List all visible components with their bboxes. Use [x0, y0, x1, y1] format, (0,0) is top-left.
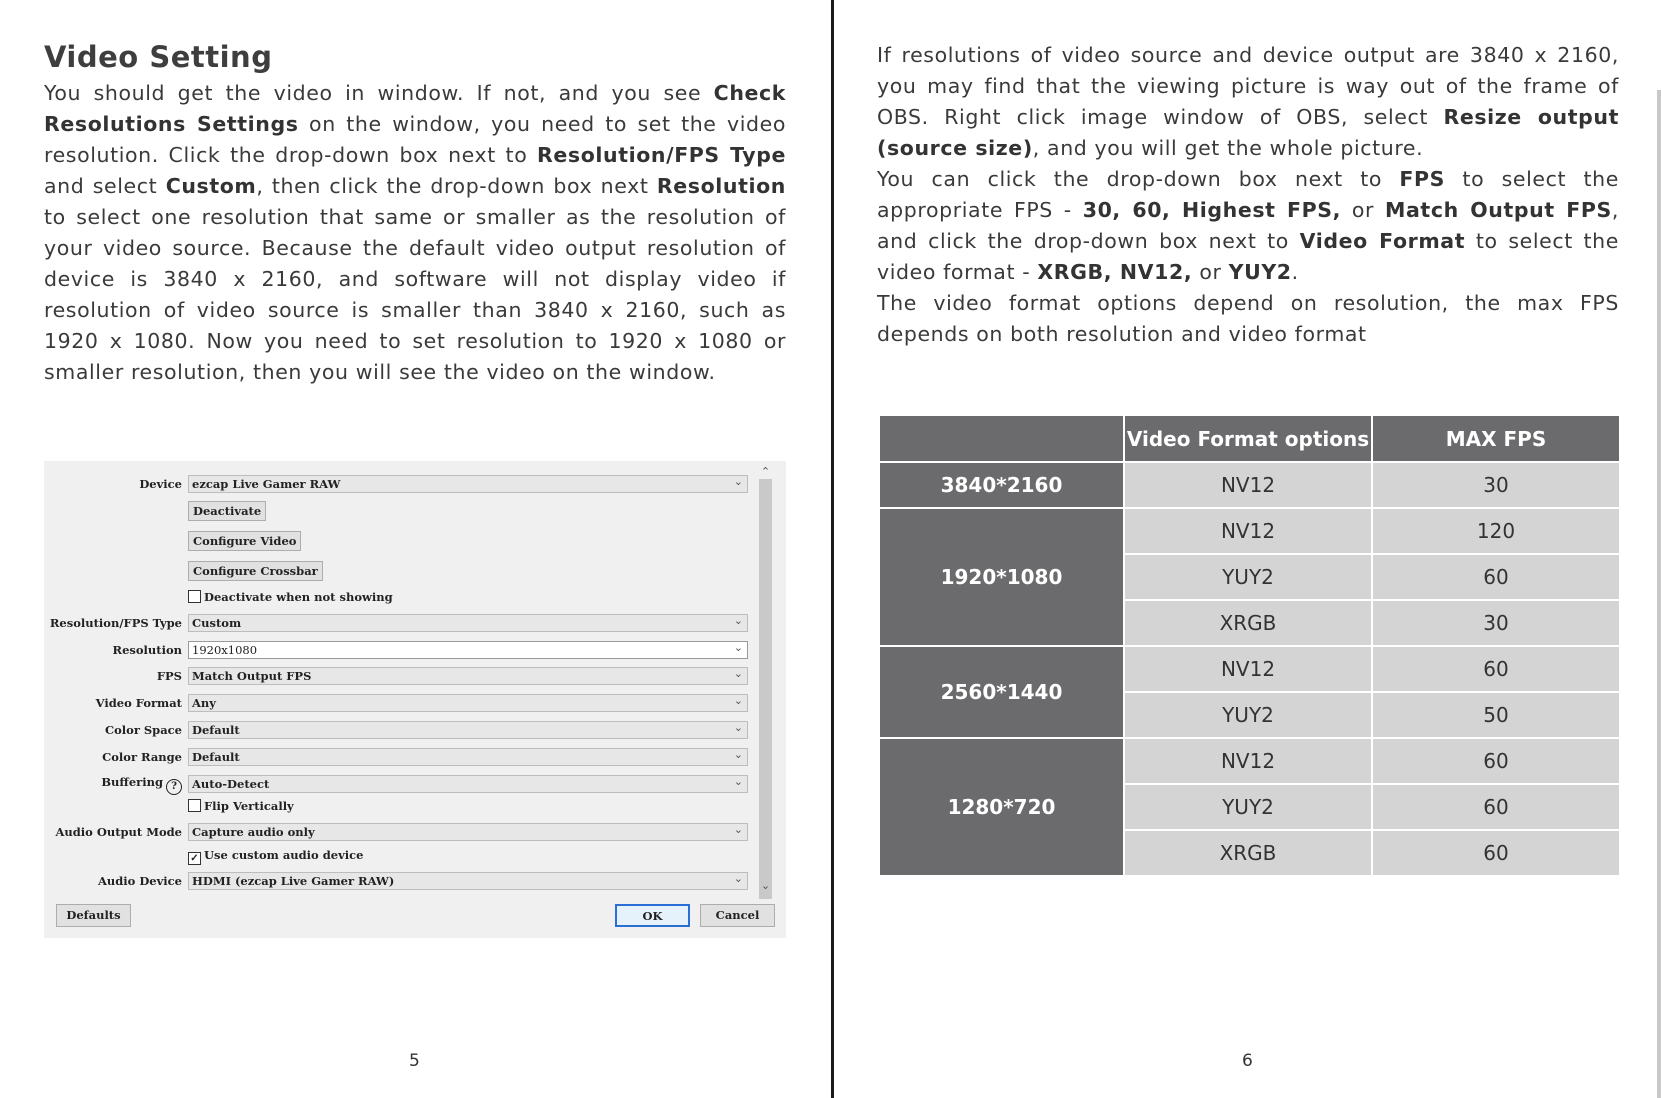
device-label: Device — [139, 477, 182, 491]
text-run: , and click the drop-down box next to — [877, 198, 1619, 253]
chevron-down-icon: ⌄ — [733, 641, 743, 654]
bold-text-run: XRGB, NV12, — [1037, 260, 1193, 284]
bold-text-run: Video Format — [1299, 229, 1466, 253]
max-fps-cell: 60 — [1372, 738, 1620, 784]
audio-device-value: HDMI (ezcap Live Gamer RAW) — [192, 874, 395, 888]
color-space-label: Color Space — [104, 723, 182, 737]
audio-device-select[interactable] — [188, 872, 748, 890]
text-run: and select — [44, 174, 166, 198]
color-range-label: Color Range — [102, 750, 182, 764]
chevron-down-icon: ⌄ — [733, 614, 743, 627]
configure-crossbar-button[interactable]: Configure Crossbar — [188, 561, 323, 581]
cancel-button[interactable]: Cancel — [700, 904, 775, 927]
buffering-select[interactable] — [188, 775, 748, 793]
max-fps-cell: 50 — [1372, 692, 1620, 738]
color-range-select[interactable] — [188, 748, 748, 766]
table-header-row — [879, 415, 1620, 462]
text-run: or — [1341, 198, 1385, 222]
use-custom-audio-device-checkbox[interactable] — [188, 848, 363, 865]
format-cell: YUY2 — [1124, 784, 1372, 830]
format-cell: YUY2 — [1124, 692, 1372, 738]
help-icon[interactable]: ? — [166, 779, 182, 795]
page-edge-shadow — [1657, 90, 1661, 1098]
text-run: or — [1192, 260, 1229, 284]
color-space-select[interactable] — [188, 721, 748, 739]
chevron-down-icon: ⌄ — [733, 694, 743, 707]
format-cell: NV12 — [1124, 508, 1372, 554]
use-custom-audio-device-label: Use custom audio device — [204, 848, 364, 862]
chevron-down-icon: ⌄ — [733, 475, 743, 488]
max-fps-cell: 30 — [1372, 462, 1620, 508]
video-capture-properties-dialog — [44, 461, 786, 938]
color-range-value: Default — [192, 750, 240, 764]
bold-text-run: Match Output FPS — [1384, 198, 1612, 222]
table-row — [879, 646, 1620, 692]
chevron-down-icon: ⌄ — [733, 872, 743, 885]
video-format-label: Video Format — [95, 696, 182, 710]
text-run: If resolutions of video source and device output are 3840 x 2160, you may find that the viewing picture is way out of the frame of OBS. Right click image window of OBS, select — [877, 43, 1619, 129]
audio-output-mode-value: Capture audio only — [192, 825, 315, 839]
max-fps-cell: 60 — [1372, 646, 1620, 692]
table-body — [879, 462, 1620, 876]
max-fps-cell: 60 — [1372, 830, 1620, 876]
configure-video-button[interactable]: Configure Video — [188, 531, 301, 551]
scroll-down-icon[interactable]: ⌄ — [760, 879, 771, 892]
device-select[interactable] — [188, 475, 748, 493]
buffering-label — [101, 775, 182, 795]
flip-vertically-checkbox[interactable] — [188, 799, 294, 813]
buffering-label-text: Buffering — [101, 775, 163, 789]
scrollbar[interactable] — [759, 479, 772, 899]
page-number-left: 5 — [409, 1051, 420, 1071]
fps-select[interactable] — [188, 667, 748, 685]
deactivate-button[interactable]: Deactivate — [188, 501, 266, 521]
audio-output-mode-label: Audio Output Mode — [55, 825, 182, 839]
resolution-fps-type-value: Custom — [192, 616, 242, 630]
max-fps-cell: 60 — [1372, 554, 1620, 600]
video-format-select[interactable] — [188, 694, 748, 712]
format-cell: NV12 — [1124, 646, 1372, 692]
chevron-down-icon: ⌄ — [733, 748, 743, 761]
format-cell: NV12 — [1124, 738, 1372, 784]
table-row — [879, 738, 1620, 784]
chevron-down-icon: ⌄ — [733, 667, 743, 680]
audio-device-label: Audio Device — [97, 874, 182, 888]
bold-text-run: YUY2 — [1228, 260, 1292, 284]
resolution-cell: 3840*2160 — [879, 462, 1124, 508]
bold-text-run: Resolution/FPS Type — [537, 143, 786, 167]
deactivate-when-not-showing-checkbox[interactable] — [188, 590, 393, 604]
text-run: , and you will get the whole picture. — [1032, 136, 1424, 160]
format-fps-table — [878, 414, 1621, 877]
bold-text-run: Resolution — [656, 174, 786, 198]
chevron-down-icon: ⌄ — [733, 775, 743, 788]
fps-label: FPS — [156, 669, 182, 683]
format-cell: NV12 — [1124, 462, 1372, 508]
chevron-down-icon: ⌄ — [733, 721, 743, 734]
left-paragraph — [44, 78, 786, 388]
scroll-up-icon[interactable]: ⌃ — [760, 465, 771, 478]
section-title: Video Setting — [44, 40, 273, 74]
text-run: on the window, you need to set the video resolution. Click the drop-down box next to — [44, 112, 786, 167]
resolution-select[interactable] — [188, 641, 748, 659]
ok-button[interactable]: OK — [615, 904, 690, 927]
table-row — [879, 462, 1620, 508]
audio-output-mode-select[interactable] — [188, 823, 748, 841]
text-run: You should get the video in window. If not, and you see — [44, 81, 714, 105]
resolution-fps-type-label: Resolution/FPS Type — [49, 616, 182, 630]
text-run: . — [1291, 260, 1299, 284]
buffering-value: Auto-Detect — [192, 777, 270, 791]
deactivate-when-not-showing-label: Deactivate when not showing — [204, 590, 393, 604]
format-cell: XRGB — [1124, 600, 1372, 646]
bold-text-run: Check Resolutions Settings — [44, 81, 786, 136]
bold-text-run: Resize output (source size) — [877, 105, 1619, 160]
text-run: You can click the drop-down box next to — [877, 167, 1400, 191]
page-number-right: 6 — [1242, 1051, 1253, 1071]
resolution-label: Resolution — [112, 643, 182, 657]
checkbox-unchecked-icon — [188, 799, 201, 812]
chevron-down-icon: ⌄ — [733, 823, 743, 836]
fps-value: Match Output FPS — [192, 669, 312, 683]
bold-text-run: Custom — [165, 174, 257, 198]
table-header-cell: MAX FPS — [1372, 415, 1620, 462]
max-fps-cell: 30 — [1372, 600, 1620, 646]
resolution-cell: 2560*1440 — [879, 646, 1124, 738]
checkbox-unchecked-icon — [188, 590, 201, 603]
bold-text-run: FPS — [1399, 167, 1446, 191]
max-fps-cell: 120 — [1372, 508, 1620, 554]
flip-vertically-label: Flip Vertically — [204, 799, 294, 813]
format-cell: YUY2 — [1124, 554, 1372, 600]
text-run: The video format options depend on resolution, the max FPS depends on both resolution and video format — [877, 291, 1619, 346]
video-format-value: Any — [192, 696, 216, 710]
device-value: ezcap Live Gamer RAW — [192, 477, 341, 491]
text-run: to select the video format - — [877, 229, 1619, 284]
max-fps-cell: 60 — [1372, 784, 1620, 830]
table-row — [879, 508, 1620, 554]
defaults-button[interactable]: Defaults — [56, 904, 131, 927]
text-run: to select the appropriate FPS - — [877, 167, 1619, 222]
color-space-value: Default — [192, 723, 240, 737]
table-header-cell — [879, 415, 1124, 462]
checkbox-checked-icon: ✓ — [188, 852, 201, 865]
resolution-cell: 1920*1080 — [879, 508, 1124, 646]
resolution-cell: 1280*720 — [879, 738, 1124, 876]
right-paragraph — [877, 40, 1619, 350]
text-run: to select one resolution that same or smaller as the resolution of your video source. Because the default video output resolution of device is 3840 x 2160, and software will not display video if resolution of video source is smaller than 3840 x 2160, such as 1920 x 1080. Now you need to set resolution to 1920 x 1080 or smaller resolution, then you will see the video on the window. — [44, 205, 786, 384]
table-header-cell: Video Format options — [1124, 415, 1372, 462]
text-run: , then click the drop-down box next — [256, 174, 657, 198]
resolution-value: 1920x1080 — [192, 643, 258, 657]
resolution-fps-type-select[interactable] — [188, 614, 748, 632]
format-cell: XRGB — [1124, 830, 1372, 876]
bold-text-run: 30, 60, Highest FPS, — [1082, 198, 1342, 222]
